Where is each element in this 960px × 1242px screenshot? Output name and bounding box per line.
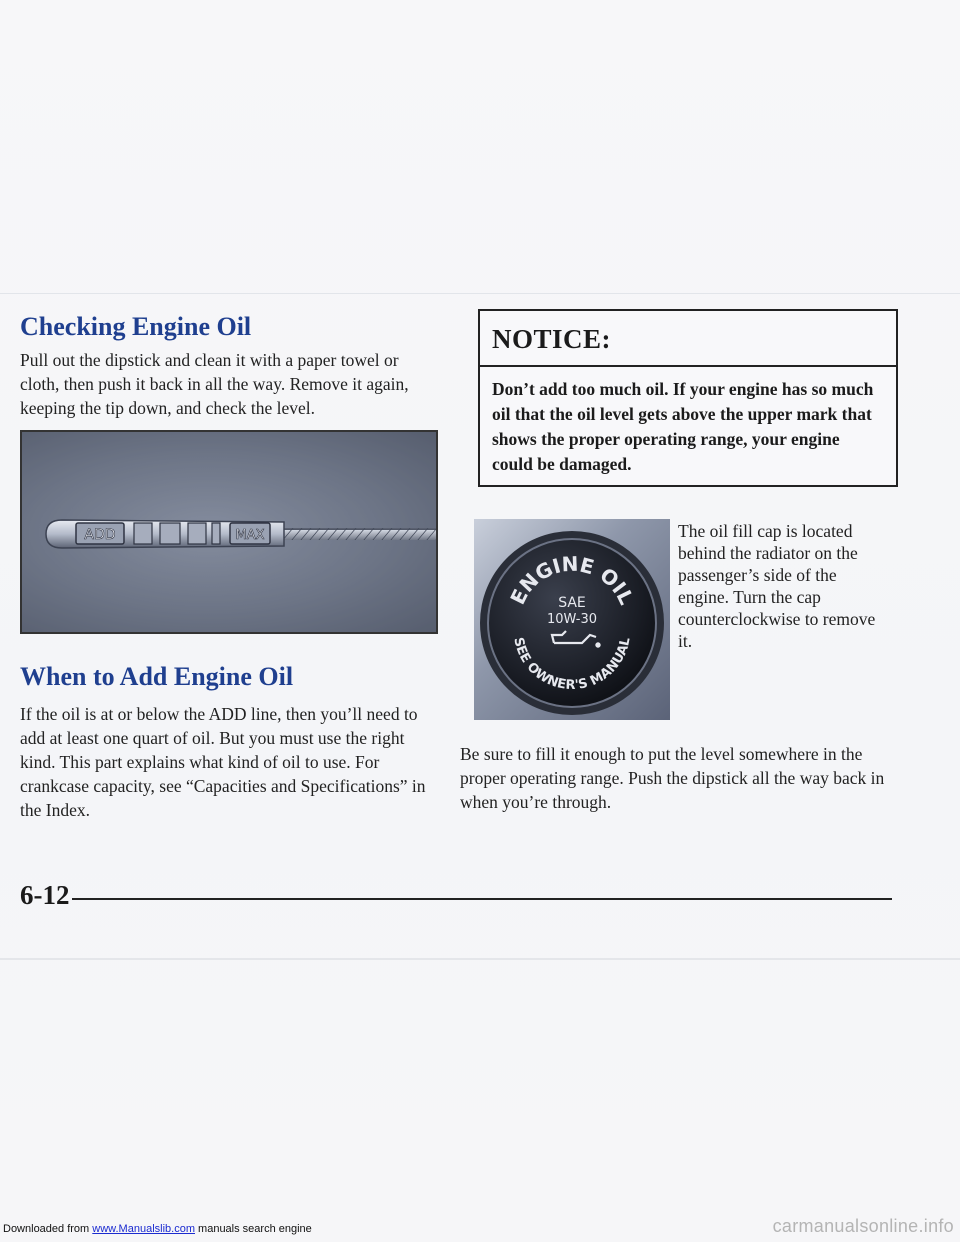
- notice-box: [478, 309, 898, 487]
- cap-text-sae: SAE: [558, 595, 586, 611]
- max-mark-label: MAX: [235, 528, 265, 543]
- dipstick-notch: [160, 523, 180, 544]
- cap-text-top: ENGINE OIL: [505, 551, 639, 609]
- watermark: carmanualsonline.info: [772, 1216, 954, 1236]
- paragraph-oil-fill-cap: The oil fill cap is located behind the radiator on the passenger’s side of the engine. Turn the cap counterclockwise to remove it.: [678, 521, 876, 651]
- paragraph-fill-level: Be sure to fill it enough to put the level somewhere in the proper operating range. Push the dipstick all the way back in when you’re through.: [460, 744, 885, 812]
- dipstick-photo: [20, 430, 438, 634]
- bottom-scan-line: [0, 958, 960, 960]
- heading-when-to-add-oil: When to Add Engine Oil: [20, 662, 294, 691]
- footer-rule: [72, 898, 892, 900]
- oil-cap-photo: [474, 519, 670, 720]
- dipstick-notch: [212, 523, 220, 544]
- download-prefix: Downloaded from: [3, 1223, 93, 1235]
- download-suffix: manuals search engine: [194, 1223, 312, 1235]
- dipstick-illustration: [22, 432, 436, 632]
- dipstick-notch: [188, 523, 206, 544]
- oil-cap-illustration: [474, 519, 670, 720]
- paragraph-pull-dipstick: Pull out the dipstick and clean it with a paper towel or cloth, then push it back in all the way. Remove it again, keeping the tip down, and check the level.: [20, 350, 409, 418]
- cap-text-bottom: SEE OWNER'S MANUAL: [510, 636, 634, 694]
- notice-text: Don’t add too much oil. If your engine has so much oil that the oil level gets above the upper mark that shows the proper operating range, your engine could be damaged.: [492, 379, 874, 474]
- dipstick-notch: [134, 523, 152, 544]
- notice-title: NOTICE:: [480, 311, 896, 367]
- manualslib-link[interactable]: www.Manualslib.com: [92, 1223, 195, 1235]
- download-credit: [3, 1223, 312, 1235]
- top-scan-line: [0, 293, 960, 294]
- paragraph-add-oil: If the oil is at or below the ADD line, then you’ll need to add at least one quart of oil. But you must use the right kind. This part explains what kind of oil to use. For crankcase capacity, see “Capacities and Specifications” in the Index.: [20, 704, 426, 820]
- page-number: 6-12: [20, 880, 70, 910]
- heading-checking-engine-oil: Checking Engine Oil: [20, 312, 252, 341]
- cap-text-grade: 10W-30: [546, 612, 598, 627]
- add-mark-label: ADD: [84, 527, 116, 543]
- dipstick-wire: [284, 528, 436, 540]
